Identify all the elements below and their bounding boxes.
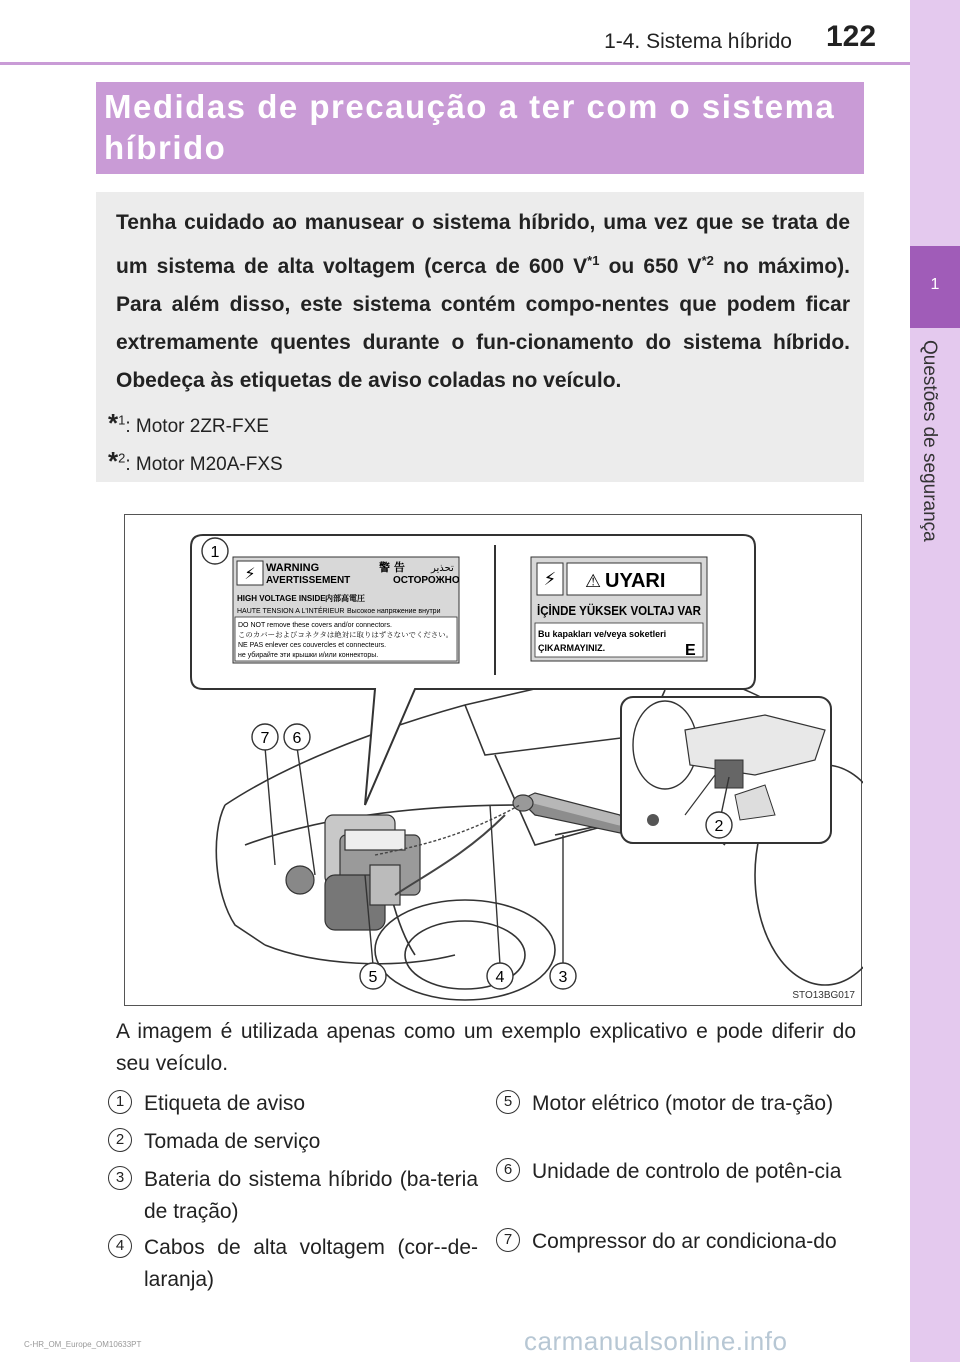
svg-text:Bu kapakları ve/veya soketleri: Bu kapakları ve/veya soketleri xyxy=(538,629,667,639)
chapter-label: Questões de segurança xyxy=(919,340,940,542)
svg-text:7: 7 xyxy=(260,730,270,747)
legend-num-7: 7 xyxy=(496,1228,520,1252)
svg-text:Высокое напряжение внутри: Высокое напряжение внутри xyxy=(347,608,441,615)
intro-part-3: no máximo). Para além disso, este sistema contém compo-nentes que podem ficar extremamente quentes durante o fun-cionamento do sistema híbrido. Obedeça às etiquetas de aviso coladas no veículo. xyxy=(116,255,851,392)
legend-text-6: Unidade de controlo de potên-cia xyxy=(532,1160,842,1183)
callout-3 xyxy=(550,963,576,989)
header-rule xyxy=(0,62,910,65)
svg-text:このカバーおよびコネクタは絶対に取りはずさないでください。: このカバーおよびコネクタは絶対に取りはずさないでください。 xyxy=(238,631,441,639)
chapter-number[interactable]: 1 xyxy=(910,246,960,328)
svg-text:ÇIKARMAYINIZ.: ÇIKARMAYINIZ. xyxy=(538,643,606,653)
legend-num-4: 4 xyxy=(108,1234,132,1258)
footnote-1: *$^1$: Motor 2ZR-FXE xyxy=(108,408,269,438)
svg-text:не убирайте эти крышки и/или к: не убирайте эти крышки и/или коннекторы. xyxy=(238,652,379,659)
svg-text:5: 5 xyxy=(368,969,378,986)
intro-part-1: Tenha cuidado ao manusear o sistema híbrido, uma vez que se trata de um sistema de alta voltagem (cerca de 600 V xyxy=(116,211,850,278)
figure-code: STO13BG017 xyxy=(792,990,855,1001)
intro-sup-1: *1 xyxy=(587,253,600,268)
svg-text:3: 3 xyxy=(558,969,568,986)
warning-label-1 xyxy=(233,557,460,663)
legend-num-1: 1 xyxy=(108,1090,132,1114)
svg-text:HIGH VOLTAGE INSIDE: HIGH VOLTAGE INSIDE xyxy=(237,594,326,603)
svg-text:1: 1 xyxy=(210,544,220,561)
legend-num-2: 2 xyxy=(108,1128,132,1152)
svg-text:İÇİNDE YÜKSEK VOLTAJ VAR: İÇİNDE YÜKSEK VOLTAJ VAR xyxy=(537,603,702,618)
legend-text-3: Bateria do sistema híbrido (ba-teria de tração) xyxy=(144,1168,478,1223)
svg-text:4: 4 xyxy=(495,969,505,986)
callout-5 xyxy=(360,963,386,989)
side-tab xyxy=(910,0,960,1362)
svg-text:6: 6 xyxy=(292,730,302,747)
warning-label-2 xyxy=(531,557,707,661)
svg-text:内部高電圧: 内部高電圧 xyxy=(325,594,365,603)
svg-text:NE PAS enlever ces couvercles: NE PAS enlever ces couvercles et connecteurs. xyxy=(238,642,387,649)
intro-text xyxy=(116,204,850,400)
intro-part-2: ou 650 V xyxy=(599,255,702,278)
legend-num-3: 3 xyxy=(108,1166,132,1190)
legend-text-7: Compressor do ar condiciona-do xyxy=(532,1230,837,1253)
svg-text:⚡: ⚡ xyxy=(543,569,557,590)
page-title: Medidas de precaução a ter com o sistema híbrido xyxy=(104,88,836,166)
legend-text-2: Tomada de serviço xyxy=(144,1130,321,1153)
svg-text:AVERTISSEMENT: AVERTISSEMENT xyxy=(266,575,351,586)
page-number: 122 xyxy=(826,20,877,53)
callout-2 xyxy=(706,812,732,838)
legend-num-6: 6 xyxy=(496,1158,520,1182)
callout-7 xyxy=(252,724,278,750)
car-illustration xyxy=(125,515,863,1007)
hybrid-system-figure xyxy=(124,514,862,1006)
callout-4 xyxy=(487,963,513,989)
svg-text:WARNING: WARNING xyxy=(266,562,320,574)
svg-text:HAUTE TENSION A L'INTÉRIEUR: HAUTE TENSION A L'INTÉRIEUR xyxy=(237,608,345,615)
callout-1 xyxy=(202,538,228,564)
svg-text:警 告: 警 告 xyxy=(379,561,405,574)
legend-num-5: 5 xyxy=(496,1090,520,1114)
legend-text-4: Cabos de alta voltagem (cor--de-laranja) xyxy=(144,1236,478,1291)
section-title: 1-4. Sistema híbrido xyxy=(604,30,792,53)
figure-caption: A imagem é utilizada apenas como um exemplo explicativo e pode diferir do seu veículo. xyxy=(116,1020,856,1075)
svg-text:⚡: ⚡ xyxy=(244,564,256,583)
svg-text:تحذير: تحذير xyxy=(431,563,454,574)
svg-text:UYARI: UYARI xyxy=(605,570,666,592)
watermark[interactable]: carmanualsonline.info xyxy=(524,1326,788,1356)
footnote-2: *$^2$: Motor M20A-FXS xyxy=(108,446,283,476)
legend-text-5: Motor elétrico (motor de tra-ção) xyxy=(532,1092,834,1115)
svg-text:⚠: ⚠ xyxy=(585,571,602,592)
legend-text-1: Etiqueta de aviso xyxy=(144,1092,306,1115)
intro-sup-2: *2 xyxy=(701,253,714,268)
svg-text:ОСТОРОЖНО: ОСТОРОЖНО xyxy=(393,575,460,586)
callout-6 xyxy=(284,724,310,750)
svg-text:DO NOT remove these covers and: DO NOT remove these covers and/or connectors. xyxy=(238,622,392,629)
owner-code: C-HR_OM_Europe_OM10633PT xyxy=(24,1340,142,1349)
svg-text:E: E xyxy=(685,642,696,659)
svg-text:2: 2 xyxy=(714,818,724,835)
